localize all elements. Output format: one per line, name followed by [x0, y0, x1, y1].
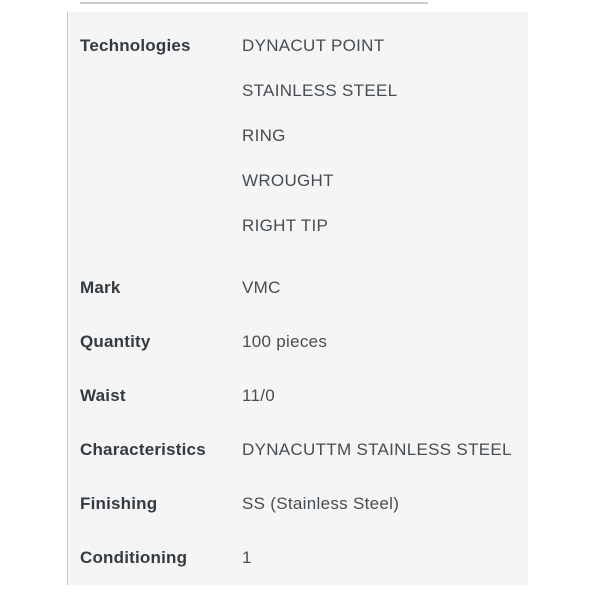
spec-values	[242, 36, 528, 261]
spec-value: DYNACUTTM STAINLESS STEEL	[242, 440, 512, 459]
spec-row	[68, 477, 528, 531]
spec-label: Mark	[80, 278, 121, 297]
spec-value: SS (Stainless Steel)	[242, 494, 400, 513]
spec-value: 11/0	[242, 386, 276, 405]
spec-value: VMC	[242, 278, 281, 297]
spec-value: RIGHT TIP	[242, 216, 329, 235]
spec-value: STAINLESS STEEL	[242, 81, 398, 100]
spec-value: DYNACUT POINT	[242, 36, 385, 55]
cropped-element-edge	[80, 2, 428, 4]
spec-value: RING	[242, 126, 286, 145]
spec-value: 1	[242, 548, 252, 567]
spec-row	[68, 36, 528, 261]
spec-label: Quantity	[80, 332, 151, 351]
spec-row	[68, 423, 528, 477]
spec-label: Conditioning	[80, 548, 188, 567]
spec-row	[68, 315, 528, 369]
spec-row	[68, 261, 528, 315]
spec-values	[242, 332, 528, 351]
spec-label: Finishing	[80, 494, 158, 513]
spec-values	[242, 548, 528, 567]
spec-label: Technologies	[80, 36, 191, 55]
spec-row	[68, 531, 528, 585]
spec-values	[242, 494, 528, 513]
spec-value: 100 pieces	[242, 332, 328, 351]
spec-label: Characteristics	[80, 440, 206, 459]
spec-values	[242, 278, 528, 297]
spec-values	[242, 386, 528, 405]
spec-label: Waist	[80, 386, 126, 405]
spec-value: WROUGHT	[242, 171, 334, 190]
spec-row	[68, 369, 528, 423]
product-spec-table	[67, 12, 528, 585]
spec-values	[242, 440, 528, 459]
